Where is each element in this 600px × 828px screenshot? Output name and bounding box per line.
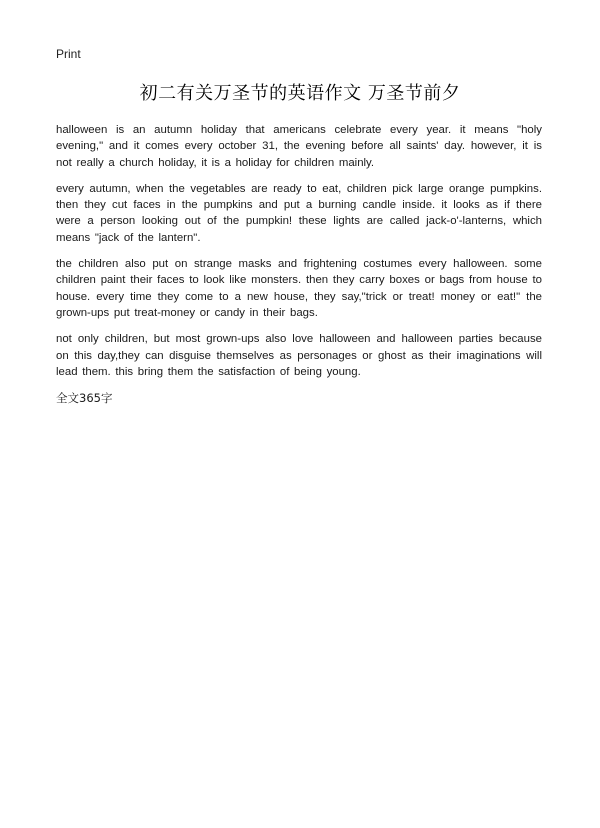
page-title: 初二有关万圣节的英语作文 万圣节前夕 (139, 83, 461, 104)
paragraph-4: not only children, but most grown-ups also love halloween and halloween parties because on this day,they can disguise themselves as personages or ghost as their imaginations will lead them. this bring them the satisfaction of being young. (56, 333, 542, 378)
article-body (56, 122, 542, 406)
word-count: 全文365字 (56, 391, 113, 406)
paragraph-3: the children also put on strange masks and frightening costumes every halloween. some children paint their faces to look like monsters. then they carry boxes or bags from house to house. every time they come to a new house, they say,"trick or treat! money or eat!" the grown-ups put treat-money or candy in their bags. (56, 258, 542, 319)
print-link[interactable]: Print (56, 47, 81, 61)
paragraph-2: every autumn, when the vegetables are ready to eat, children pick large orange pumpkins. then they cut faces in the pumpkins and put a burning candle inside. it looks as if there were a person looking out of the pumpkin! these lights are called jack-o'-lanterns, which means "jack of the lantern". (56, 182, 542, 244)
paragraph-1: halloween is an autumn holiday that americans celebrate every year. it means "holy evening," and it comes every october 31, the evening before all saints' day. however, it is not really a church holiday, it is a holiday for children mainly. (56, 124, 542, 169)
